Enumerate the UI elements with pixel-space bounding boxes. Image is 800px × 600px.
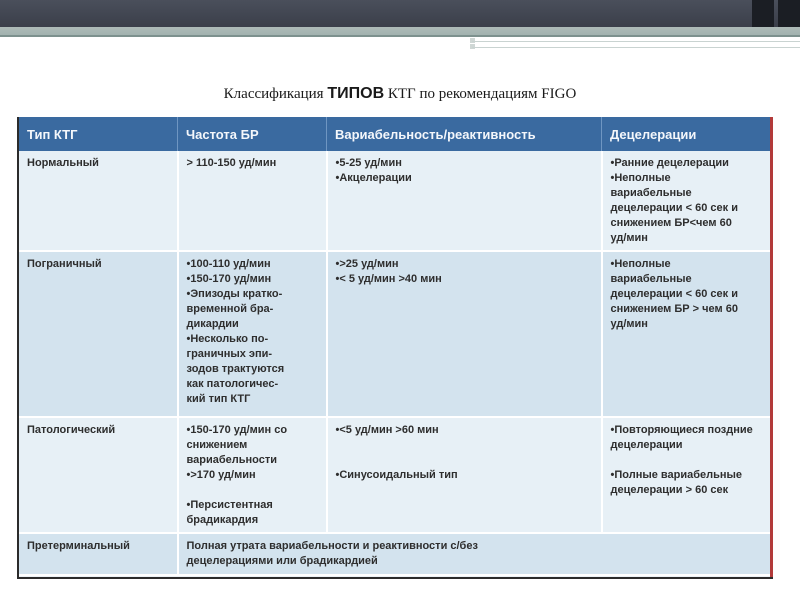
cell-variability [327, 151, 602, 251]
cell-variability [327, 417, 602, 533]
deceleration-item: •Ранние децелерации [610, 157, 729, 169]
variability-item: •>25 уд/мин [335, 258, 399, 270]
table-row-borderline [19, 251, 772, 417]
rate-item: •150-170 уд/мин со снижением вариабельности [186, 424, 288, 466]
spacer [187, 483, 320, 498]
header-heart-rate: Частота БР [178, 117, 327, 151]
spacer [611, 453, 766, 468]
rate-item: •Эпизоды кратко- временной бра- дикардии [186, 288, 283, 330]
top-corner-block [778, 0, 800, 27]
decorative-line [472, 47, 800, 48]
variability-item: •5-25 уд/мин [335, 157, 402, 169]
decorative-line [472, 41, 800, 42]
variability-item: •Синусоидальный тип [335, 469, 458, 481]
top-corner-block [752, 0, 774, 27]
cell-type: Патологический [19, 417, 178, 533]
cell-type: Претерминальный [19, 533, 178, 575]
ctg-classification-table [17, 117, 773, 579]
slide-title [0, 85, 800, 103]
merged-description: Полная утрата вариабельности и реактивности с/без децелерациями или брадикардией [186, 540, 478, 567]
deceleration-item: •Неполные вариабельные децелерации < 60 сек и снижением БР > чем 60 уд/мин [610, 258, 738, 330]
cell-decelerations [602, 151, 773, 251]
table-row-normal [19, 151, 772, 251]
variability-item: •< 5 уд/мин >40 мин [335, 273, 442, 285]
spacer [336, 453, 595, 468]
slide-top-bar [0, 0, 800, 27]
cell-decelerations [602, 417, 773, 533]
deceleration-item: •Полные вариабельные децелерации > 60 сек [610, 469, 743, 496]
rate-item: •Персистентная брадикардия [186, 499, 273, 526]
header-ctg-type: Тип КТГ [19, 117, 178, 151]
cell-variability [327, 251, 602, 417]
deceleration-item: •Неполные вариабельные децелерации < 60 сек и снижением БР<чем 60 уд/мин [610, 172, 738, 244]
cell-rate [178, 417, 327, 533]
table-row-preterminal [19, 533, 772, 575]
deceleration-item: •Повторяющиеся поздние децелерации [610, 424, 753, 451]
rate-item: •150-170 уд/мин [186, 273, 272, 285]
rate-item: •100-110 уд/мин [186, 258, 271, 270]
cell-rate [178, 151, 327, 251]
title-prefix: Классификация [223, 86, 328, 102]
rate-item: •Несколько по- граничных эпи- зодов трактуются как патологичес- кий тип КТГ [186, 333, 285, 405]
header-decelerations: Децелерации [602, 117, 773, 151]
cell-type: Пограничный [19, 251, 178, 417]
title-emphasis: ТИПОВ [327, 85, 385, 102]
slide-accent-strip [0, 27, 800, 37]
table-header-row [19, 117, 772, 151]
cell-rate [178, 251, 327, 417]
header-variability: Вариабельность/реактивность [327, 117, 602, 151]
title-suffix: КТГ по рекомендациям FIGO [384, 86, 577, 102]
spacer [336, 438, 595, 453]
cell-decelerations [602, 251, 773, 417]
table-row-pathological [19, 417, 772, 533]
rate-item: •>170 уд/мин [186, 469, 256, 481]
cell-type: Нормальный [19, 151, 178, 251]
variability-item: •Акцелерации [335, 172, 412, 184]
variability-item: •<5 уд/мин >60 мин [335, 424, 439, 436]
cell-merged-description [178, 533, 773, 575]
rate-item: > 110-150 уд/мин [186, 157, 277, 169]
